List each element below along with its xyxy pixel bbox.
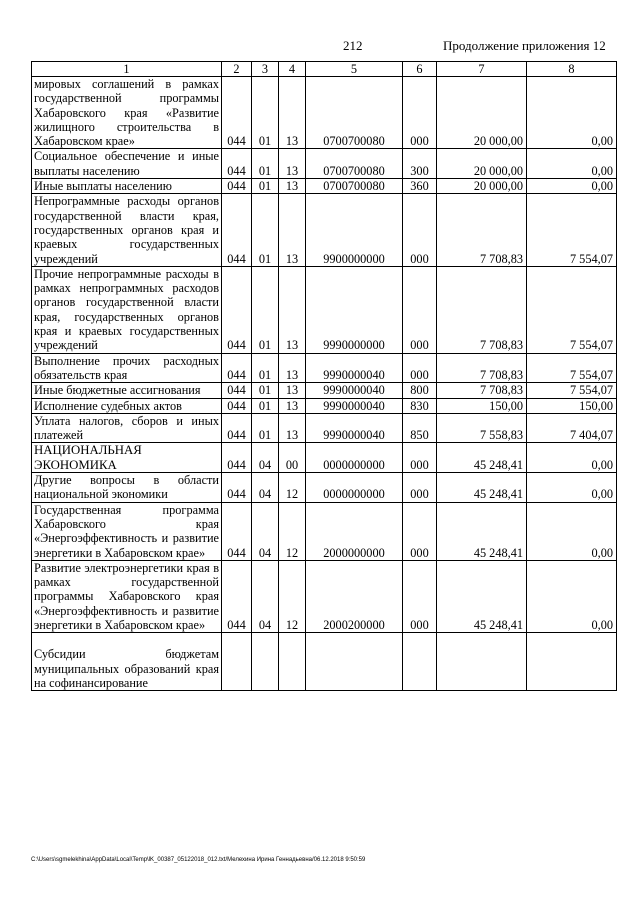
gr-code-cell: 044 (222, 266, 252, 353)
table-row (32, 179, 617, 194)
amount-actual-cell: 7 554,07 (527, 194, 617, 266)
amount-actual-cell: 0,00 (527, 77, 617, 149)
section-code-cell: 01 (252, 179, 279, 194)
expense-type-code-cell: 830 (403, 398, 437, 413)
subsection-code-cell: 13 (279, 398, 306, 413)
expense-type-code-cell: 850 (403, 413, 437, 443)
subsection-code-cell: 00 (279, 443, 306, 473)
target-article-code-cell: 9990000000 (306, 266, 403, 353)
amount-plan-cell: 45 248,41 (437, 473, 527, 503)
section-code-cell: 01 (252, 77, 279, 149)
amount-actual-cell: 7 554,07 (527, 353, 617, 383)
column-header: 7 (437, 62, 527, 77)
expense-type-code-cell: 000 (403, 560, 437, 632)
amount-plan-cell: 20 000,00 (437, 179, 527, 194)
table-row (32, 266, 617, 353)
gr-code-cell: 044 (222, 443, 252, 473)
table-row (32, 383, 617, 398)
amount-plan-cell: 7 708,83 (437, 353, 527, 383)
expense-type-code-cell: 000 (403, 473, 437, 503)
expense-type-code-cell: 000 (403, 502, 437, 560)
expense-type-code-cell: 000 (403, 194, 437, 266)
table-header-row (32, 62, 617, 77)
amount-plan-cell: 7 708,83 (437, 194, 527, 266)
table-row (32, 353, 617, 383)
table-row (32, 473, 617, 503)
target-article-code-cell (306, 633, 403, 691)
row-name-cell: Иные выплаты населению (32, 179, 222, 194)
amount-actual-cell: 0,00 (527, 443, 617, 473)
amount-plan-cell: 150,00 (437, 398, 527, 413)
target-article-code-cell: 0000000000 (306, 443, 403, 473)
target-article-code-cell: 9900000000 (306, 194, 403, 266)
target-article-code-cell: 0000000000 (306, 473, 403, 503)
table-row (32, 443, 617, 473)
gr-code-cell: 044 (222, 77, 252, 149)
row-name-cell: Прочие непрограммные расходы в рамках непрограммных расходов органов государственной власти края, государственных органов края и краевых государственных учреждений (32, 266, 222, 353)
gr-code-cell: 044 (222, 383, 252, 398)
table-row (32, 633, 617, 691)
expense-type-code-cell: 000 (403, 266, 437, 353)
subsection-code-cell: 12 (279, 473, 306, 503)
row-name-cell: Уплата налогов, сборов и иных платежей (32, 413, 222, 443)
amount-actual-cell: 0,00 (527, 149, 617, 179)
subsection-code-cell: 13 (279, 149, 306, 179)
section-code-cell: 01 (252, 398, 279, 413)
row-name-cell: Социальное обеспечение и иные выплаты населению (32, 149, 222, 179)
amount-actual-cell: 7 404,07 (527, 413, 617, 443)
table-row (32, 413, 617, 443)
amount-plan-cell: 7 558,83 (437, 413, 527, 443)
target-article-code-cell: 9990000040 (306, 353, 403, 383)
subsection-code-cell: 13 (279, 353, 306, 383)
expense-type-code-cell: 000 (403, 77, 437, 149)
table-row (32, 398, 617, 413)
table-row (32, 149, 617, 179)
expense-type-code-cell: 300 (403, 149, 437, 179)
target-article-code-cell: 0700700080 (306, 77, 403, 149)
section-code-cell: 04 (252, 473, 279, 503)
row-name-cell: Другие вопросы в области национальной экономики (32, 473, 222, 503)
section-code-cell: 01 (252, 149, 279, 179)
amount-actual-cell: 0,00 (527, 179, 617, 194)
section-code-cell: 04 (252, 560, 279, 632)
expense-type-code-cell: 800 (403, 383, 437, 398)
section-code-cell: 04 (252, 443, 279, 473)
amount-plan-cell: 7 708,83 (437, 383, 527, 398)
amount-actual-cell: 0,00 (527, 473, 617, 503)
amount-actual-cell: 150,00 (527, 398, 617, 413)
amount-actual-cell (527, 633, 617, 691)
section-code-cell: 01 (252, 266, 279, 353)
target-article-code-cell: 9990000040 (306, 413, 403, 443)
amount-plan-cell: 45 248,41 (437, 443, 527, 473)
subsection-code-cell: 13 (279, 77, 306, 149)
row-name-cell: Выполнение прочих расходных обязательств края (32, 353, 222, 383)
row-name-cell: НАЦИОНАЛЬНАЯ ЭКОНОМИКА (32, 443, 222, 473)
column-header: 8 (527, 62, 617, 77)
target-article-code-cell: 9990000040 (306, 398, 403, 413)
gr-code-cell: 044 (222, 149, 252, 179)
table-row (32, 560, 617, 632)
table-row (32, 77, 617, 149)
subsection-code-cell: 12 (279, 502, 306, 560)
table-row (32, 502, 617, 560)
column-header: 1 (32, 62, 222, 77)
expense-type-code-cell: 000 (403, 353, 437, 383)
row-name-cell: Государственная программа Хабаровского края «Энергоэффективность и развитие энергетики в Хабаровском крае» (32, 502, 222, 560)
amount-actual-cell: 7 554,07 (527, 266, 617, 353)
subsection-code-cell: 12 (279, 560, 306, 632)
target-article-code-cell: 2000200000 (306, 560, 403, 632)
subsection-code-cell: 13 (279, 383, 306, 398)
gr-code-cell: 044 (222, 194, 252, 266)
budget-table (31, 61, 617, 691)
column-header: 4 (279, 62, 306, 77)
subsection-code-cell: 13 (279, 179, 306, 194)
target-article-code-cell: 0700700080 (306, 179, 403, 194)
target-article-code-cell: 2000000000 (306, 502, 403, 560)
target-article-code-cell: 0700700080 (306, 149, 403, 179)
section-code-cell: 01 (252, 194, 279, 266)
column-header: 3 (252, 62, 279, 77)
expense-type-code-cell: 360 (403, 179, 437, 194)
row-name-cell: Субсидии бюджетам муниципальных образований края на софинансирование (32, 633, 222, 691)
column-header: 5 (306, 62, 403, 77)
section-code-cell: 01 (252, 383, 279, 398)
row-name-cell: Исполнение судебных актов (32, 398, 222, 413)
table-row (32, 194, 617, 266)
gr-code-cell: 044 (222, 502, 252, 560)
gr-code-cell (222, 633, 252, 691)
amount-plan-cell: 45 248,41 (437, 502, 527, 560)
gr-code-cell: 044 (222, 398, 252, 413)
amount-actual-cell: 0,00 (527, 560, 617, 632)
amount-actual-cell: 7 554,07 (527, 383, 617, 398)
gr-code-cell: 044 (222, 413, 252, 443)
section-code-cell: 01 (252, 413, 279, 443)
gr-code-cell: 044 (222, 353, 252, 383)
column-header: 6 (403, 62, 437, 77)
target-article-code-cell: 9990000040 (306, 383, 403, 398)
file-path-footer: C:\Users\sgmelekhina\AppData\Local\Temp\lK_00387_05122018_012.txt/Мелехина Ирина Геннадьевна/06.12.2018 9:50:59 (31, 857, 366, 863)
amount-actual-cell: 0,00 (527, 502, 617, 560)
amount-plan-cell (437, 633, 527, 691)
gr-code-cell: 044 (222, 473, 252, 503)
section-code-cell (252, 633, 279, 691)
gr-code-cell: 044 (222, 560, 252, 632)
amount-plan-cell: 20 000,00 (437, 77, 527, 149)
expense-type-code-cell (403, 633, 437, 691)
amount-plan-cell: 7 708,83 (437, 266, 527, 353)
amount-plan-cell: 20 000,00 (437, 149, 527, 179)
page-number: 212 (343, 38, 363, 53)
amount-plan-cell: 45 248,41 (437, 560, 527, 632)
gr-code-cell: 044 (222, 179, 252, 194)
column-header: 2 (222, 62, 252, 77)
section-code-cell: 01 (252, 353, 279, 383)
subsection-code-cell: 13 (279, 194, 306, 266)
row-name-cell: Иные бюджетные ассигнования (32, 383, 222, 398)
appendix-continuation-label: Продолжение приложения 12 (443, 38, 606, 53)
row-name-cell: мировых соглашений в рамках государственной программы Хабаровского края «Развитие жилищного строительства в Хабаровском крае» (32, 77, 222, 149)
subsection-code-cell: 13 (279, 266, 306, 353)
subsection-code-cell (279, 633, 306, 691)
section-code-cell: 04 (252, 502, 279, 560)
subsection-code-cell: 13 (279, 413, 306, 443)
expense-type-code-cell: 000 (403, 443, 437, 473)
row-name-cell: Развитие электроэнергетики края в рамках государственной программы Хабаровского края «Энергоэффективность и развитие энергетики в Хабаровском крае» (32, 560, 222, 632)
row-name-cell: Непрограммные расходы органов государственной власти края, государственных органов края и краевых государственных учреждений (32, 194, 222, 266)
